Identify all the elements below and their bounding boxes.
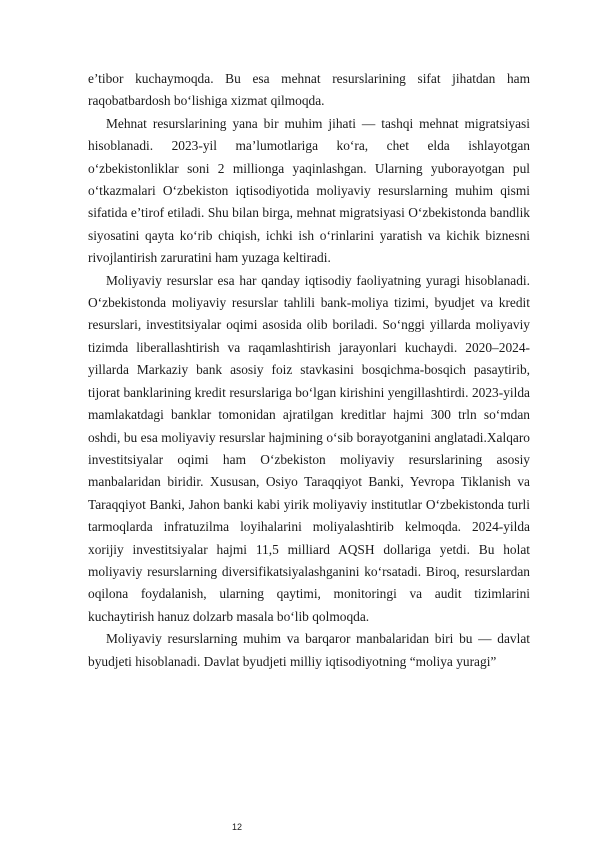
page-number: 12: [232, 822, 243, 832]
paragraph-state-budget: Moliyaviy resurslarning muhim va barqaror manbalaridan biri bu — davlat byudjeti hisoblanadi. Davlat byudjeti milliy iqtisodiyotning “moliya yuragi”: [88, 631, 530, 669]
paragraph-continuation: e’tibor kuchaymoqda. Bu esa mehnat resurslarining sifat jihatdan ham raqobatbardosh bo‘lishiga xizmat qilmoqda.: [88, 71, 530, 109]
document-body: [88, 68, 530, 673]
paragraph-financial-resources: Moliyaviy resurslar esa har qanday iqtisodiy faoliyatning yuragi hisoblanadi. O‘zbekistonda moliyaviy resurslar tahlili bank-moliya tizimi, byudjet va kredit resurslari, investitsiyalar oqimi asosida olib boriladi. So‘nggi yillarda moliyaviy tizimda liberallashtirish va raqamlashtirish jarayonlari kuchaydi. 2020–2024-yillarda Markaziy bank asosiy foiz stavkasini bosqichma-bosqich pasaytirib, tijorat banklarining kredit resurslariga bo‘lgan kirishini yengillashtirdi. 2023-yilda mamlakatdagi banklar tomonidan ajratilgan kreditlar hajmi 300 trln so‘mdan oshdi, bu esa moliyaviy resurslar hajmining o‘sib borayotganini anglatadi.Xalqaro investitsiyalar oqimi ham O‘zbekiston moliyaviy resurslarining asosiy manbalaridan biridir. Xususan, Osiyo Taraqqiyot Banki, Yevropa Tiklanish va Taraqqiyot Banki, Jahon banki kabi yirik moliyaviy institutlar O‘zbekistonda turli tarmoqlarda infratuzilma loyihalarini moliyalashtirib kelmoqda. 2024-yilda xorijiy investitsiyalar hajmi 11,5 milliard AQSH dollariga yetdi. Bu holat moliyaviy resurslarning diversifikatsiyalashganini ko‘rsatadi. Biroq, resurslardan oqilona foydalanish, ularning qaytimi, monitoringi va audit tizimlarini kuchaytirish hanuz dolzarb masala bo‘lib qolmoqda.: [88, 272, 530, 624]
paragraph-labor-migration: Mehnat resurslarining yana bir muhim jihati — tashqi mehnat migratsiyasi hisoblanadi. 2023-yil ma’lumotlariga ko‘ra, chet elda ishlayotgan o‘zbekistonliklar soni 2 millionga yaqinlashgan. Ularning yuborayotgan pul o‘tkazmalari O‘zbekiston iqtisodiyotida moliyaviy resurslarning muhim qismi sifatida e’tirof etiladi. Shu bilan birga, mehnat migratsiyasi O‘zbekistonda bandlik siyosatini qayta ko‘rib chiqish, ichki ish o‘rinlarini yaratish va kichik biznesni rivojlantirish zaruratini ham yuzaga keltiradi.: [88, 115, 530, 266]
